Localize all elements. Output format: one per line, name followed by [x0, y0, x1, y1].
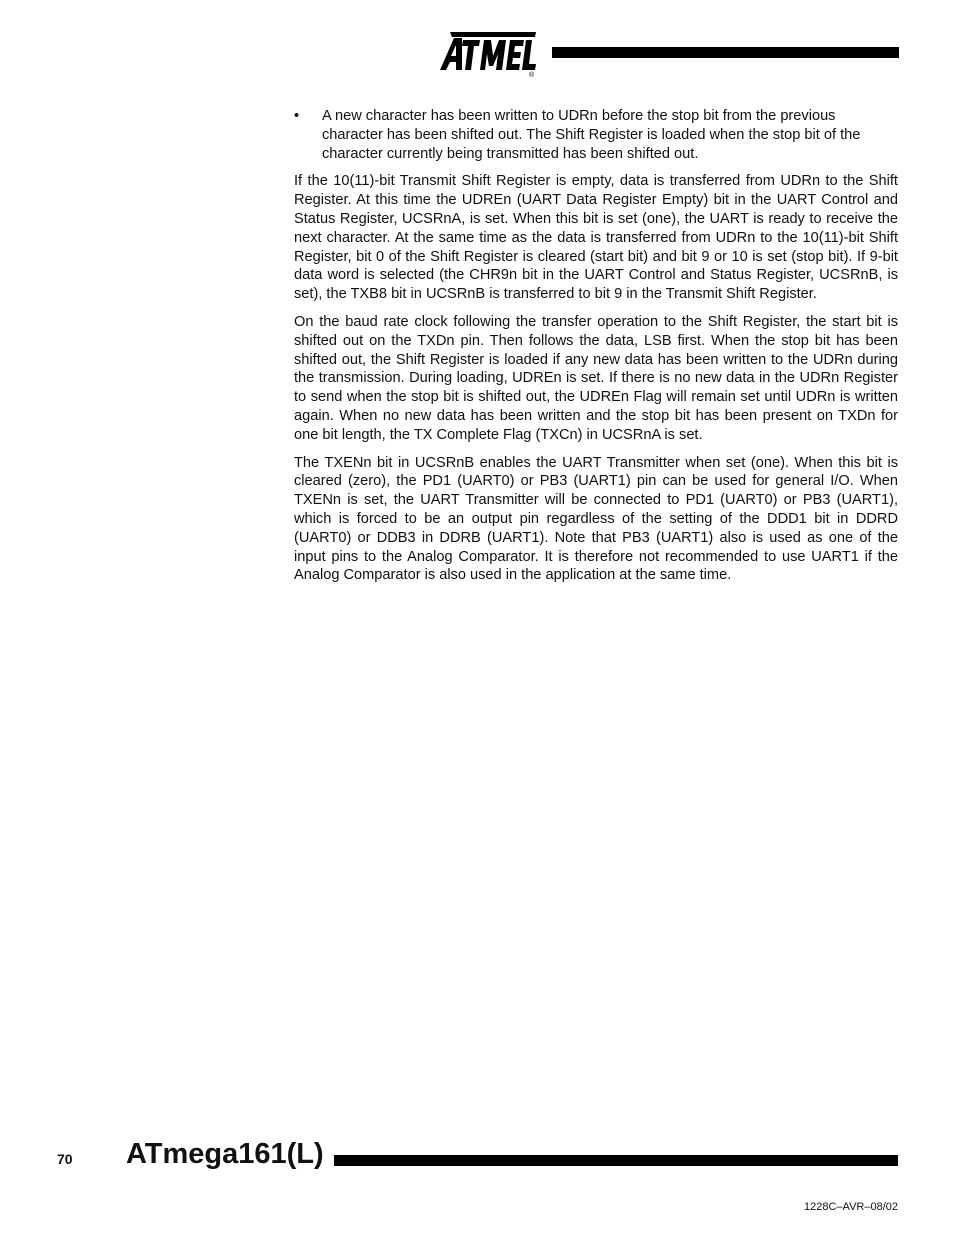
bullet-mark: •	[294, 108, 300, 124]
header-rule	[552, 47, 899, 58]
document-title: ATmega161(L)	[126, 1138, 324, 1170]
paragraph-transmit-shift-register: If the 10(11)-bit Transmit Shift Register is empty, data is transferred from UDRn to the Shift Register. At this time the UDREn (UART Data Register Empty) bit in the UART Control and Status Register, UCSRnA, is set. When this bit is set (one), the UART is ready to receive the next character. At the same time as the data is transferred from UDRn to the 10(11)-bit Shift Register, bit 0 of the Shift Register is cleared (start bit) and bit 9 or 10 is set (stop bit). If 9-bit data word is selected (the CHR9n bit in the UART Control and Status Register, UCSRnB, is set), the TXB8 bit in UCSRnB is transferred to bit 9 in the Transmit Shift Register.	[294, 173, 898, 303]
page-content	[294, 107, 898, 594]
atmel-logo	[436, 28, 540, 78]
document-code: 1228C–AVR–08/02	[804, 1201, 898, 1213]
bullet-item	[294, 107, 898, 163]
footer-rule	[334, 1155, 898, 1166]
paragraph-txenn-bit: The TXENn bit in UCSRnB enables the UART Transmitter when set (one). When this bit is cleared (zero), the PD1 (UART0) or PB3 (UART1) pin can be used for general I/O. When TXENn is set, the UART Transmitter will be connected to PD1 (UART0) or PB3 (UART1), which is forced to be an output pin regardless of the setting of the DDD1 bit in DDRD (UART0) or DDB3 in DDRB (UART1). Note that PB3 (UART1) also is used as one of the input pins to the Analog Comparator. It is therefore not recommended to use UART1 if the Analog Comparator is also used in the application at the same time.	[294, 454, 898, 584]
page-number: 70	[57, 1151, 73, 1167]
paragraph-baud-rate-clock: On the baud rate clock following the transfer operation to the Shift Register, the start bit is shifted out on the TXDn pin. Then follows the data, LSB first. When the stop bit has been shifted out, the Shift Register is loaded if any new data has been written to the UDRn during the transmission. During loading, UDREn is set. If there is no new data in the UDRn Register to send when the stop bit is shifted out, the UDREn Flag will remain set until UDRn is written again. When no new data has been written and the stop bit has been present on TXDn for one bit length, the TX Complete Flag (TXCn) in UCSRnA is set.	[294, 313, 898, 443]
bullet-text: A new character has been written to UDRn before the stop bit from the previous character has been shifted out. The Shift Register is loaded when the stop bit of the character currently being transmitted has been shifted out.	[322, 108, 861, 162]
registered-mark: ®	[529, 72, 535, 78]
